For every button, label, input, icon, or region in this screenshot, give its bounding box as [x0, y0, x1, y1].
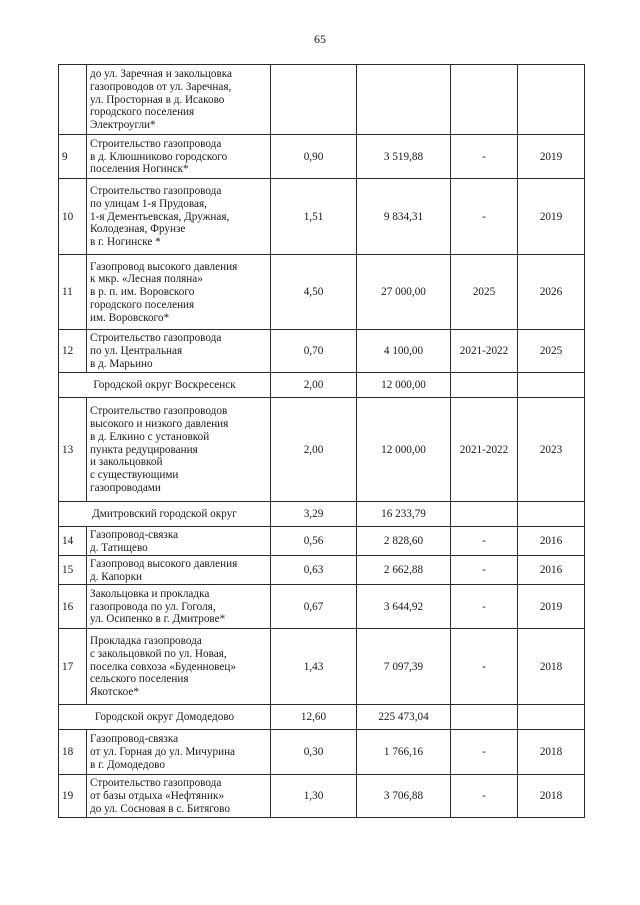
end-year: 2016 — [518, 527, 585, 556]
group-cost: 16 233,79 — [357, 502, 451, 527]
group-cost: 12 000,00 — [357, 373, 451, 398]
row-number: 10 — [59, 179, 87, 255]
length-km: 0,90 — [271, 135, 357, 179]
object-name: Газопровод-связка д. Татищево — [87, 527, 271, 556]
start-year — [451, 65, 518, 135]
empty-cell — [518, 705, 585, 730]
row-number: 13 — [59, 398, 87, 502]
start-year: - — [451, 135, 518, 179]
empty-cell — [518, 502, 585, 527]
length-km: 1,51 — [271, 179, 357, 255]
end-year: 2019 — [518, 135, 585, 179]
group-row — [59, 705, 585, 730]
row-number: 18 — [59, 730, 87, 775]
group-cost: 225 473,04 — [357, 705, 451, 730]
object-name: Строительство газопровода по ул. Центральная в д. Марьино — [87, 330, 271, 373]
start-year: - — [451, 629, 518, 705]
cost: 9 834,31 — [357, 179, 451, 255]
object-name: Газопровод высокого давления к мкр. «Лесная поляна» в р. п. им. Воровского городского поселения им. Воровского* — [87, 255, 271, 330]
end-year: 2026 — [518, 255, 585, 330]
group-name: Городской округ Воскресенск — [59, 373, 271, 398]
start-year: - — [451, 730, 518, 775]
object-name: Строительство газопровода от базы отдыха «Нефтяник» до ул. Сосновая в с. Битягово — [87, 775, 271, 818]
end-year: 2019 — [518, 585, 585, 629]
row-number: 14 — [59, 527, 87, 556]
cost: 4 100,00 — [357, 330, 451, 373]
row-number: 19 — [59, 775, 87, 818]
table-row — [59, 330, 585, 373]
empty-cell — [451, 502, 518, 527]
empty-cell — [451, 705, 518, 730]
row-number: 15 — [59, 556, 87, 585]
object-name: Строительство газопровода в д. Клюшниково городского поселения Ногинск* — [87, 135, 271, 179]
end-year: 2018 — [518, 775, 585, 818]
page-number: 65 — [314, 32, 326, 46]
cost: 2 662,88 — [357, 556, 451, 585]
group-row — [59, 373, 585, 398]
table-row — [59, 179, 585, 255]
table-row — [59, 135, 585, 179]
table-row — [59, 775, 585, 818]
group-length: 2,00 — [271, 373, 357, 398]
end-year: 2018 — [518, 730, 585, 775]
start-year: - — [451, 556, 518, 585]
row-number: 9 — [59, 135, 87, 179]
cost: 3 519,88 — [357, 135, 451, 179]
start-year: 2021-2022 — [451, 330, 518, 373]
length-km: 1,43 — [271, 629, 357, 705]
cost: 3 644,92 — [357, 585, 451, 629]
table-row — [59, 556, 585, 585]
length-km: 0,70 — [271, 330, 357, 373]
cost: 27 000,00 — [357, 255, 451, 330]
object-name: Газопровод высокого давления д. Капорки — [87, 556, 271, 585]
row-number — [59, 65, 87, 135]
length-km: 0,30 — [271, 730, 357, 775]
group-length: 12,60 — [271, 705, 357, 730]
object-name: Строительство газопровода по улицам 1-я Прудовая, 1-я Дементьевская, Дружная, Колодезная, Фрунзе в г. Ногинске * — [87, 179, 271, 255]
table-row — [59, 527, 585, 556]
end-year — [518, 65, 585, 135]
length-km: 2,00 — [271, 398, 357, 502]
group-row — [59, 502, 585, 527]
end-year: 2018 — [518, 629, 585, 705]
table-row — [59, 585, 585, 629]
table-row — [59, 255, 585, 330]
start-year: - — [451, 527, 518, 556]
length-km: 1,30 — [271, 775, 357, 818]
table-row — [59, 730, 585, 775]
cost: 12 000,00 — [357, 398, 451, 502]
start-year: - — [451, 585, 518, 629]
group-name: Дмитровский городской округ — [59, 502, 271, 527]
cost: 2 828,60 — [357, 527, 451, 556]
object-name: Газопровод-связка от ул. Горная до ул. Мичурина в г. Домодедово — [87, 730, 271, 775]
object-name: Закольцовка и прокладка газопровода по ул. Гоголя, ул. Осипенко в г. Дмитрове* — [87, 585, 271, 629]
length-km: 0,67 — [271, 585, 357, 629]
row-number: 16 — [59, 585, 87, 629]
cost: 3 706,88 — [357, 775, 451, 818]
empty-cell — [451, 373, 518, 398]
cost: 7 097,39 — [357, 629, 451, 705]
end-year: 2023 — [518, 398, 585, 502]
length-km — [271, 65, 357, 135]
empty-cell — [518, 373, 585, 398]
length-km: 0,56 — [271, 527, 357, 556]
table-row — [59, 629, 585, 705]
object-name: до ул. Заречная и закольцовка газопроводов от ул. Заречная, ул. Просторная в д. Исаково городского поселения Электроугли* — [87, 65, 271, 135]
table-row — [59, 398, 585, 502]
end-year: 2016 — [518, 556, 585, 585]
end-year: 2019 — [518, 179, 585, 255]
start-year: 2021-2022 — [451, 398, 518, 502]
row-number: 17 — [59, 629, 87, 705]
row-number: 12 — [59, 330, 87, 373]
gas-pipeline-table — [58, 64, 585, 818]
row-number: 11 — [59, 255, 87, 330]
start-year: 2025 — [451, 255, 518, 330]
table-row — [59, 65, 585, 135]
cost: 1 766,16 — [357, 730, 451, 775]
start-year: - — [451, 179, 518, 255]
length-km: 4,50 — [271, 255, 357, 330]
cost — [357, 65, 451, 135]
group-name: Городской округ Домодедово — [59, 705, 271, 730]
start-year: - — [451, 775, 518, 818]
group-length: 3,29 — [271, 502, 357, 527]
object-name: Прокладка газопровода с закольцовкой по ул. Новая, поселка совхоза «Буденновец» сельского поселения Якотское* — [87, 629, 271, 705]
length-km: 0,63 — [271, 556, 357, 585]
end-year: 2025 — [518, 330, 585, 373]
object-name: Строительство газопроводов высокого и низкого давления в д. Елкино с установкой пункта редуцирования и закольцовкой с существующими газопроводами — [87, 398, 271, 502]
